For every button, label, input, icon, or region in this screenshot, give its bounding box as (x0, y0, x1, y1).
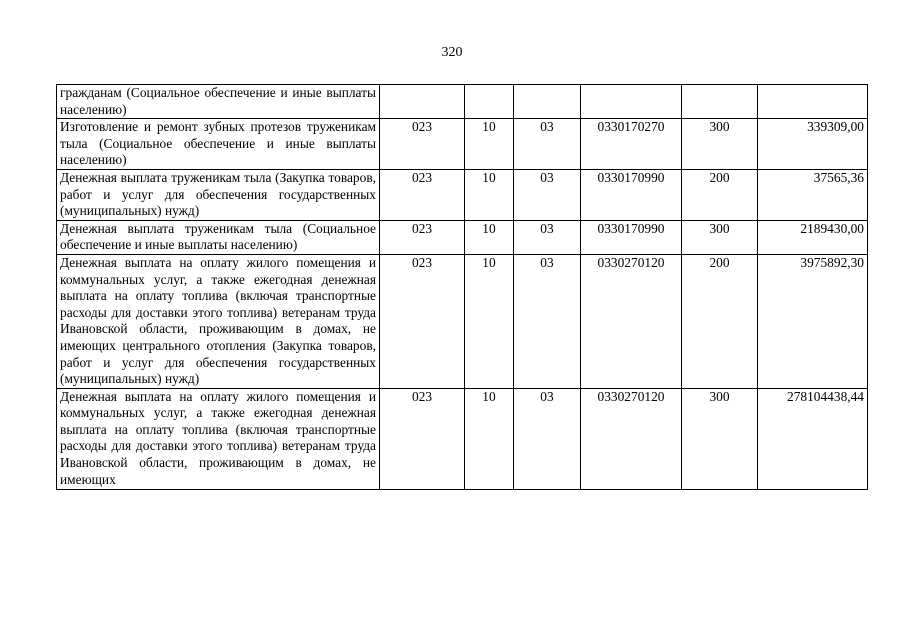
amount: 3975892,30 (758, 254, 868, 388)
row-description (57, 388, 380, 489)
budget-table (56, 84, 868, 490)
row-description: Денежная выплата труженикам тыла (Социальное обеспечение и иные выплаты населению) (57, 220, 380, 254)
table-row (57, 388, 868, 489)
section-code: 10 (465, 169, 514, 220)
target-article-code: 0330170990 (581, 169, 682, 220)
page-number: 320 (441, 45, 463, 60)
subsection-code: 03 (514, 169, 581, 220)
expense-type-code (682, 85, 758, 119)
amount: 2189430,00 (758, 220, 868, 254)
expense-type-code: 300 (682, 388, 758, 489)
row-description: Денежная выплата труженикам тыла (Закупка товаров, работ и услуг для обеспечения государственных (муниципальных) нужд) (57, 169, 380, 220)
row-description: Изготовление и ремонт зубных протезов труженикам тыла (Социальное обеспечение и иные выплаты населению) (57, 119, 380, 170)
amount: 278104438,44 (758, 388, 868, 489)
ministry-code (380, 85, 465, 119)
table-row (57, 220, 868, 254)
target-article-code: 0330170270 (581, 119, 682, 170)
amount: 339309,00 (758, 119, 868, 170)
expense-type-code: 200 (682, 169, 758, 220)
target-article-code: 0330270120 (581, 254, 682, 388)
subsection-code: 03 (514, 388, 581, 489)
subsection-code (514, 85, 581, 119)
target-article-code (581, 85, 682, 119)
ministry-code: 023 (380, 119, 465, 170)
row-description: Денежная выплата на оплату жилого помещения и коммунальных услуг, а также ежегодная денежная выплата на оплату топлива (включая транспортные расходы для доставки этого топлива) ветеранам труда Ивановской области, проживающим в домах, не имеющих центрального отопления (Закупка товаров, работ и услуг для обеспечения государственных (муниципальных) нужд) (57, 254, 380, 388)
table-row (57, 254, 868, 388)
section-code: 10 (465, 254, 514, 388)
expense-type-code: 300 (682, 220, 758, 254)
section-code: 10 (465, 388, 514, 489)
subsection-code: 03 (514, 220, 581, 254)
amount: 37565,36 (758, 169, 868, 220)
row-description-clipped: Денежная выплата на оплату жилого помещения и коммунальных услуг, а также ежегодная денежная выплата на оплату топлива (включая транспортные расходы для доставки этого топлива) ветеранам труда Ивановской области, проживающим в домах, не имеющих (60, 388, 376, 487)
ministry-code: 023 (380, 254, 465, 388)
subsection-code: 03 (514, 254, 581, 388)
ministry-code: 023 (380, 388, 465, 489)
amount (758, 85, 868, 119)
section-code: 10 (465, 119, 514, 170)
row-description: гражданам (Социальное обеспечение и иные выплаты населению) (57, 85, 380, 119)
subsection-code: 03 (514, 119, 581, 170)
target-article-code: 0330270120 (581, 388, 682, 489)
target-article-code: 0330170990 (581, 220, 682, 254)
section-code (465, 85, 514, 119)
section-code: 10 (465, 220, 514, 254)
ministry-code: 023 (380, 220, 465, 254)
table-row (57, 85, 868, 119)
ministry-code: 023 (380, 169, 465, 220)
expense-type-code: 200 (682, 254, 758, 388)
table-row (57, 119, 868, 170)
expense-type-code: 300 (682, 119, 758, 170)
table-row (57, 169, 868, 220)
